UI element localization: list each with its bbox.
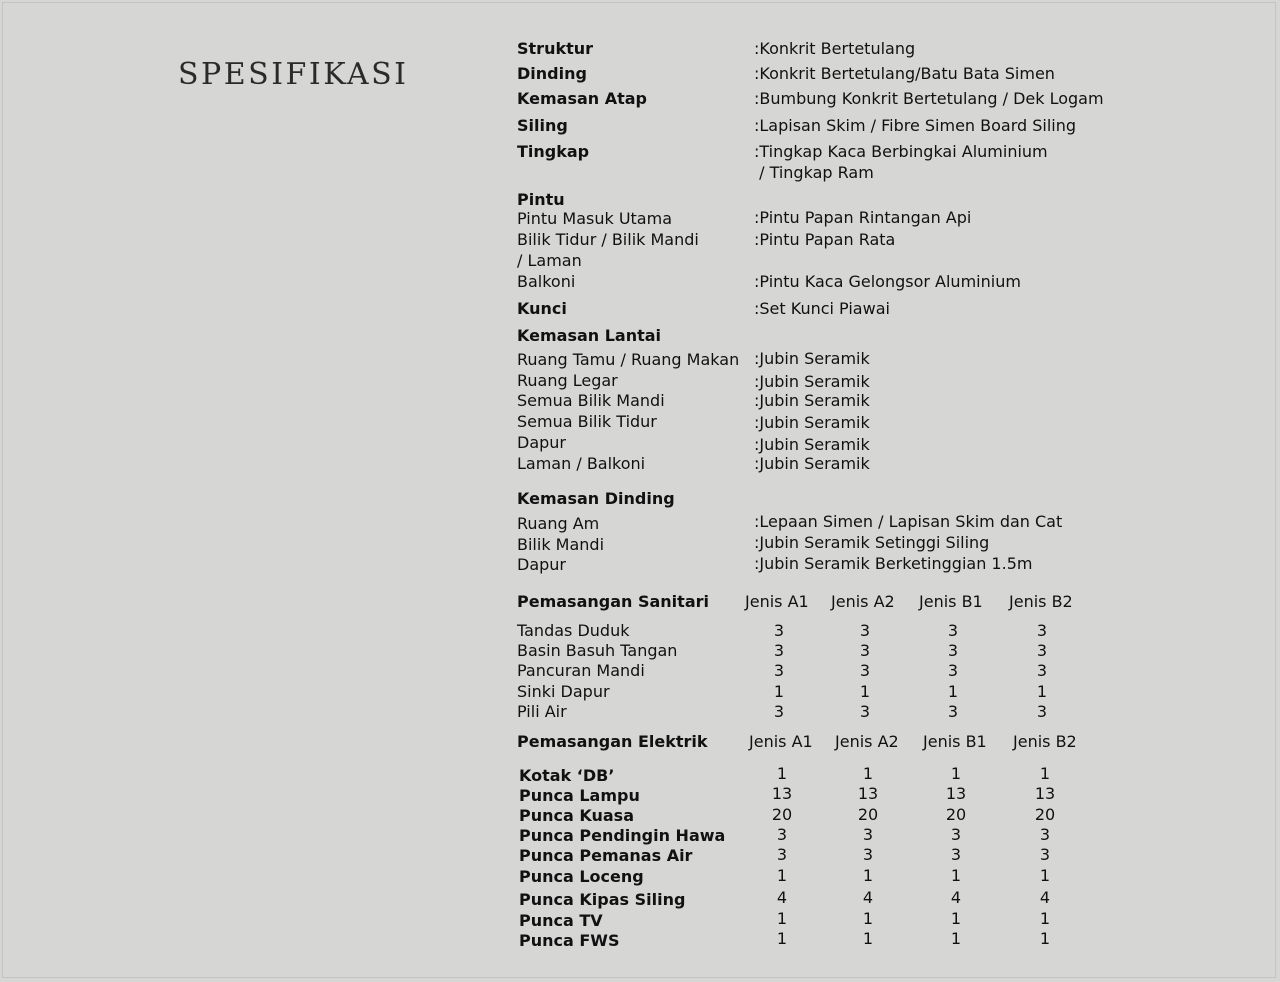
sanitari-column-header: Jenis A2 xyxy=(831,592,895,611)
elektrik-column-header: Jenis A2 xyxy=(835,732,899,751)
lantai-label: Semua Bilik Tidur xyxy=(517,412,657,431)
sanitari-cell: 3 xyxy=(859,702,871,721)
dinding-label: Ruang Am xyxy=(517,514,600,533)
elektrik-cell: 1 xyxy=(862,764,874,783)
lantai-label: Dapur xyxy=(517,433,566,452)
lantai-value: :Jubin Seramik xyxy=(754,391,870,410)
elektrik-cell: 20 xyxy=(1034,805,1056,824)
spec-value-tingkap-line2: / Tingkap Ram xyxy=(754,163,874,182)
elektrik-cell: 1 xyxy=(1039,764,1051,783)
elektrik-cell: 1 xyxy=(950,764,962,783)
elektrik-cell: 1 xyxy=(950,909,962,928)
sanitari-cell: 3 xyxy=(1036,621,1048,640)
spec-value-kemasan-atap: :Bumbung Konkrit Bertetulang / Dek Logam xyxy=(754,89,1104,108)
dinding-value: :Jubin Seramik Berketinggian 1.5m xyxy=(754,554,1033,573)
lantai-label: Laman / Balkoni xyxy=(517,454,646,473)
lantai-label: Ruang Tamu / Ruang Makan xyxy=(517,350,740,369)
elektrik-cell: 3 xyxy=(1039,845,1051,864)
elektrik-cell: 1 xyxy=(862,909,874,928)
lantai-value: :Jubin Seramik xyxy=(754,349,870,368)
elektrik-row-label: Punca Kipas Siling xyxy=(519,890,686,909)
sanitari-cell: 1 xyxy=(947,682,959,701)
sanitari-row-label: Pancuran Mandi xyxy=(517,661,645,680)
elektrik-row-label: Punca Lampu xyxy=(519,786,640,805)
sanitari-row-label: Basin Basuh Tangan xyxy=(517,641,678,660)
lantai-label: Ruang Legar xyxy=(517,371,618,390)
lantai-value: :Jubin Seramik xyxy=(754,413,870,432)
elektrik-cell: 3 xyxy=(776,825,788,844)
elektrik-cell: 13 xyxy=(771,784,793,803)
spec-value-dinding: :Konkrit Bertetulang/Batu Bata Simen xyxy=(754,64,1055,83)
elektrik-cell: 3 xyxy=(950,825,962,844)
elektrik-cell: 1 xyxy=(776,909,788,928)
dinding-label: Bilik Mandi xyxy=(517,535,605,554)
sanitari-column-header: Jenis B1 xyxy=(919,592,983,611)
dinding-value: :Jubin Seramik Setinggi Siling xyxy=(754,533,990,552)
elektrik-column-header: Jenis B2 xyxy=(1013,732,1077,751)
elektrik-row-label: Punca Pendingin Hawa xyxy=(519,826,726,845)
elektrik-cell: 13 xyxy=(857,784,879,803)
spec-value-tingkap: :Tingkap Kaca Berbingkai Aluminium xyxy=(754,142,1048,161)
section-heading-kemasan-dinding: Kemasan Dinding xyxy=(517,489,675,508)
spec-label-kunci: Kunci xyxy=(517,299,567,318)
elektrik-cell: 20 xyxy=(945,805,967,824)
elektrik-cell: 4 xyxy=(950,888,962,907)
elektrik-row-label: Punca Pemanas Air xyxy=(519,846,693,865)
sanitari-column-header: Jenis B2 xyxy=(1009,592,1073,611)
elektrik-row-label: Punca FWS xyxy=(519,931,620,950)
sanitari-row-label: Sinki Dapur xyxy=(517,682,610,701)
spec-label-struktur: Struktur xyxy=(517,39,594,58)
dinding-value: :Lepaan Simen / Lapisan Skim dan Cat xyxy=(754,512,1063,531)
sanitari-cell: 3 xyxy=(947,702,959,721)
section-heading-elektrik: Pemasangan Elektrik xyxy=(517,732,708,751)
spec-label-siling: Siling xyxy=(517,116,568,135)
elektrik-cell: 1 xyxy=(776,929,788,948)
spec-value-siling: :Lapisan Skim / Fibre Simen Board Siling xyxy=(754,116,1077,135)
elektrik-column-header: Jenis A1 xyxy=(749,732,813,751)
elektrik-row-label: Punca TV xyxy=(519,911,603,930)
spec-label-kemasan-atap: Kemasan Atap xyxy=(517,89,647,108)
section-heading-sanitari: Pemasangan Sanitari xyxy=(517,592,709,611)
spec-label-dinding: Dinding xyxy=(517,64,587,83)
elektrik-row-label: Kotak ‘DB’ xyxy=(519,766,615,785)
elektrik-cell: 1 xyxy=(862,929,874,948)
elektrik-column-header: Jenis B1 xyxy=(923,732,987,751)
elektrik-cell: 1 xyxy=(1039,866,1051,885)
pintu-value: :Pintu Papan Rintangan Api xyxy=(754,208,972,227)
elektrik-cell: 1 xyxy=(1039,909,1051,928)
lantai-value: :Jubin Seramik xyxy=(754,454,870,473)
sanitari-cell: 3 xyxy=(947,661,959,680)
pintu-label: Pintu Masuk Utama xyxy=(517,209,672,228)
elektrik-cell: 1 xyxy=(1039,929,1051,948)
sanitari-cell: 3 xyxy=(1036,661,1048,680)
page-title: SPESIFIKASI xyxy=(178,57,409,92)
pintu-label-line2: / Laman xyxy=(517,251,582,270)
elektrik-cell: 3 xyxy=(950,845,962,864)
sanitari-cell: 3 xyxy=(947,621,959,640)
elektrik-cell: 3 xyxy=(862,825,874,844)
pintu-label: Balkoni xyxy=(517,272,576,291)
elektrik-row-label: Punca Kuasa xyxy=(519,806,634,825)
elektrik-cell: 13 xyxy=(1034,784,1056,803)
elektrik-cell: 1 xyxy=(950,866,962,885)
elektrik-cell: 1 xyxy=(862,866,874,885)
elektrik-cell: 1 xyxy=(950,929,962,948)
section-heading-pintu: Pintu xyxy=(517,190,565,209)
sanitari-cell: 3 xyxy=(773,702,785,721)
elektrik-cell: 1 xyxy=(776,866,788,885)
sanitari-cell: 3 xyxy=(773,621,785,640)
pintu-value: :Pintu Kaca Gelongsor Aluminium xyxy=(754,272,1021,291)
lantai-value: :Jubin Seramik xyxy=(754,435,870,454)
sanitari-cell: 1 xyxy=(773,682,785,701)
sanitari-cell: 1 xyxy=(859,682,871,701)
lantai-label: Semua Bilik Mandi xyxy=(517,391,665,410)
sanitari-cell: 3 xyxy=(1036,641,1048,660)
elektrik-cell: 1 xyxy=(776,764,788,783)
sanitari-cell: 3 xyxy=(773,641,785,660)
elektrik-cell: 4 xyxy=(1039,888,1051,907)
spec-value-struktur: :Konkrit Bertetulang xyxy=(754,39,916,58)
spec-label-tingkap: Tingkap xyxy=(517,142,590,161)
spec-value-kunci: :Set Kunci Piawai xyxy=(754,299,890,318)
sanitari-cell: 1 xyxy=(1036,682,1048,701)
lantai-value: :Jubin Seramik xyxy=(754,372,870,391)
sanitari-cell: 3 xyxy=(1036,702,1048,721)
sanitari-cell: 3 xyxy=(947,641,959,660)
elektrik-cell: 3 xyxy=(1039,825,1051,844)
sanitari-cell: 3 xyxy=(859,621,871,640)
pintu-value: :Pintu Papan Rata xyxy=(754,230,896,249)
elektrik-cell: 4 xyxy=(862,888,874,907)
elektrik-cell: 3 xyxy=(862,845,874,864)
dinding-label: Dapur xyxy=(517,555,566,574)
elektrik-row-label: Punca Loceng xyxy=(519,867,644,886)
sanitari-cell: 3 xyxy=(773,661,785,680)
elektrik-cell: 20 xyxy=(857,805,879,824)
sanitari-row-label: Tandas Duduk xyxy=(517,621,630,640)
elektrik-cell: 3 xyxy=(776,845,788,864)
sanitari-row-label: Pili Air xyxy=(517,702,567,721)
sanitari-cell: 3 xyxy=(859,661,871,680)
elektrik-cell: 4 xyxy=(776,888,788,907)
section-heading-kemasan-lantai: Kemasan Lantai xyxy=(517,326,662,345)
elektrik-cell: 13 xyxy=(945,784,967,803)
elektrik-cell: 20 xyxy=(771,805,793,824)
pintu-label: Bilik Tidur / Bilik Mandi xyxy=(517,230,699,249)
sanitari-column-header: Jenis A1 xyxy=(745,592,809,611)
sanitari-cell: 3 xyxy=(859,641,871,660)
